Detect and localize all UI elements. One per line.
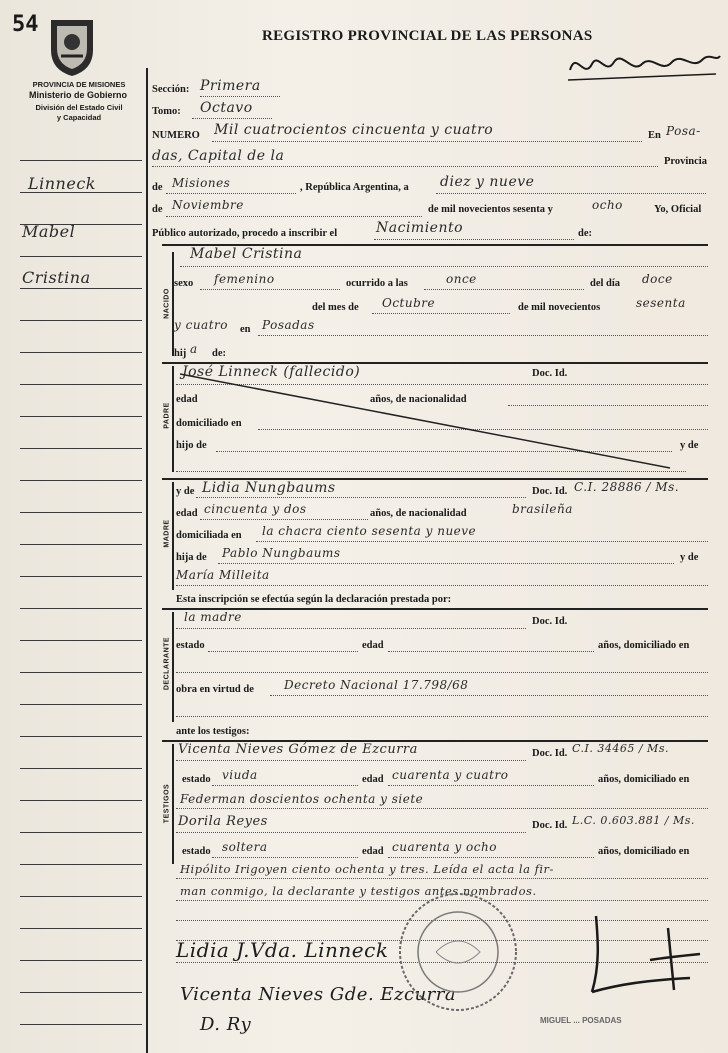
label-y-de-madre2: y de <box>680 552 699 563</box>
value-acto: Nacimiento <box>376 220 464 236</box>
label-doc-madre: Doc. Id. <box>532 486 568 497</box>
margin-divider <box>146 68 148 1053</box>
value-testigo1-edad: cuarenta y cuatro <box>392 768 509 782</box>
label-domiciliada: domiciliada en <box>176 530 242 541</box>
value-en: Posa- <box>666 124 701 138</box>
value-testigo2: Dorila Reyes <box>178 814 268 829</box>
label-en: En <box>648 130 661 141</box>
value-madre: Lidia Nungbaums <box>202 480 336 496</box>
value-anio-nac2: y cuatro <box>174 318 228 332</box>
label-de2: de <box>152 204 163 215</box>
oficial-signature-icon <box>540 910 710 1000</box>
label-estado-t2: estado <box>182 846 211 857</box>
org-ministry: Ministerio de Gobierno <box>28 90 127 100</box>
value-numero: Mil cuatrocientos cincuenta y cuatro <box>214 122 494 138</box>
madre-bracket <box>172 482 174 590</box>
page-title: REGISTRO PROVINCIAL DE LAS PERSONAS <box>262 28 593 44</box>
padre-bracket <box>172 366 174 472</box>
strike-line <box>180 372 680 472</box>
value-testigo1-estado: viuda <box>222 768 258 782</box>
label-edad-declarante: edad <box>362 640 384 651</box>
label-hijo-de: hijo de <box>176 440 207 451</box>
value-madre-edad: cincuenta y dos <box>204 502 307 516</box>
value-madre-nac: brasileña <box>512 502 573 516</box>
label-estado-t1: estado <box>182 774 211 785</box>
value-testigo1-doc: C.I. 34465 / Ms. <box>572 742 669 755</box>
label-ocurrido: ocurrido a las <box>346 278 408 289</box>
coat-of-arms-icon <box>47 16 97 78</box>
label-nac-padre: años, de nacionalidad <box>370 394 467 405</box>
value-madre-doc: C.I. 28886 / Ms. <box>574 480 680 494</box>
label-dom-t2: años, domiciliado en <box>598 846 690 857</box>
value-tomo: Octavo <box>200 100 253 116</box>
label-declaracion: Esta inscripción se efectúa según la declaración prestada por: <box>176 594 452 605</box>
signature-testigo1: Vicenta Nieves Gde. Ezcurra <box>180 984 457 1005</box>
value-seccion: Primera <box>200 78 261 94</box>
label-doc-testigo2: Doc. Id. <box>532 820 568 831</box>
side-testigos: TESTIGOS <box>163 783 171 824</box>
org-division: División del Estado Civil <box>35 103 123 112</box>
side-nacido: NACIDO <box>163 288 171 319</box>
signature-testigo2: D. Ry <box>200 1014 252 1035</box>
value-provincia: Misiones <box>172 176 231 190</box>
value-nombre: Mabel Cristina <box>190 246 303 262</box>
value-declarante: la madre <box>184 610 242 624</box>
value-obra: Decreto Nacional 17.798/68 <box>284 678 469 692</box>
value-testigo1-dom: Federman doscientos ochenta y siete <box>180 792 424 806</box>
value-sexo: femenino <box>214 272 275 286</box>
testigos-bracket <box>172 744 174 864</box>
label-testigos: ante los testigos: <box>176 726 250 737</box>
label-del-mes: del mes de <box>312 302 359 313</box>
label-republica: , República Argentina, a <box>300 182 409 193</box>
label-dom-declarante: años, domiciliado en <box>598 640 690 651</box>
label-estado-declarante: estado <box>176 640 205 651</box>
value-madre-dom: la chacra ciento sesenta y nueve <box>262 524 477 538</box>
label-edad-t1: edad <box>362 774 384 785</box>
value-mes-nac: Octubre <box>382 296 436 310</box>
side-madre: MADRE <box>163 519 171 548</box>
header-signature-icon <box>566 40 722 90</box>
section-rule <box>162 608 708 610</box>
value-lugar-nac: Posadas <box>262 318 315 332</box>
value-testigo2-doc: L.C. 0.603.881 / Ms. <box>572 814 695 827</box>
label-de: de <box>152 182 163 193</box>
label-edad-padre: edad <box>176 394 198 405</box>
value-cierre: man conmigo, la declarante y testigos antes nombrados. <box>180 884 537 898</box>
label-de-mil: de mil novecientos <box>518 302 601 313</box>
label-publico: Público autorizado, procedo a inscribir el <box>152 228 338 239</box>
label-edad-t2: edad <box>362 846 384 857</box>
label-hij: hij <box>174 348 187 359</box>
value-anio-nac: sesenta <box>636 296 686 310</box>
label-sexo: sexo <box>174 278 194 289</box>
value-hora: once <box>446 272 477 286</box>
value-anio: ocho <box>592 198 623 212</box>
value-hij-suffix: a <box>190 342 198 356</box>
label-mil-nov: de mil novecientos sesenta y <box>428 204 553 215</box>
official-stamp-icon <box>396 890 520 1014</box>
label-yo-oficial: Yo, Oficial <box>654 204 702 215</box>
margin-surname: Linneck <box>28 174 96 193</box>
label-hija-de: hija de <box>176 552 207 563</box>
value-padre: José Linneck (fallecido) <box>182 364 361 380</box>
side-padre: PADRE <box>163 402 171 429</box>
label-provincia: Provincia <box>664 156 707 167</box>
margin-name1: Mabel <box>22 222 76 241</box>
label-doc-testigo1: Doc. Id. <box>532 748 568 759</box>
value-dia: diez y nueve <box>440 174 535 190</box>
org-province: PROVINCIA DE MISIONES <box>32 80 126 89</box>
value-testigo2-dom: Hipólito Irigoyen ciento ochenta y tres. Leída el acta la fir- <box>180 862 554 876</box>
label-tomo: Tomo: <box>152 106 181 117</box>
label-obra: obra en virtud de <box>176 684 254 695</box>
signature-madre: Lidia J.Vda. Linneck <box>176 938 389 962</box>
label-doc-padre: Doc. Id. <box>532 368 568 379</box>
declarante-bracket <box>172 612 174 722</box>
nacido-bracket <box>172 252 174 356</box>
label-de-colon: de: <box>212 348 226 359</box>
org-capacidad: y Capacidad <box>56 113 102 122</box>
label-seccion: Sección: <box>152 84 190 95</box>
label-dom-padre: domiciliado en <box>176 418 242 429</box>
margin-name2: Cristina <box>22 268 91 287</box>
value-testigo2-edad: cuarenta y ocho <box>392 840 497 854</box>
side-declarante: DECLARANTE <box>163 636 171 691</box>
value-testigo1: Vicenta Nieves Gómez de Ezcurra <box>178 742 418 757</box>
value-dia-nac: doce <box>642 272 673 286</box>
value-madre-padre: Pablo Nungbaums <box>222 546 341 560</box>
value-lugar: das, Capital de la <box>152 148 285 164</box>
label-nac-madre: años, de nacionalidad <box>370 508 467 519</box>
label-en2: en <box>240 324 251 335</box>
value-testigo2-estado: soltera <box>222 840 268 854</box>
label-dom-t1: años, domiciliado en <box>598 774 690 785</box>
value-madre-madre: María Milleita <box>176 568 270 582</box>
stamp-text: MIGUEL ... POSADAS <box>540 1016 622 1025</box>
label-doc-declarante: Doc. Id. <box>532 616 568 627</box>
label-edad-madre: edad <box>176 508 198 519</box>
label-y-de-madre: y de <box>176 486 195 497</box>
label-y-de-padre: y de <box>680 440 699 451</box>
label-de3: de: <box>578 228 592 239</box>
label-del-dia: del día <box>590 278 621 289</box>
page-number: 54 <box>12 12 39 37</box>
label-numero: NUMERO <box>152 130 200 141</box>
value-mes: Noviembre <box>172 198 244 212</box>
